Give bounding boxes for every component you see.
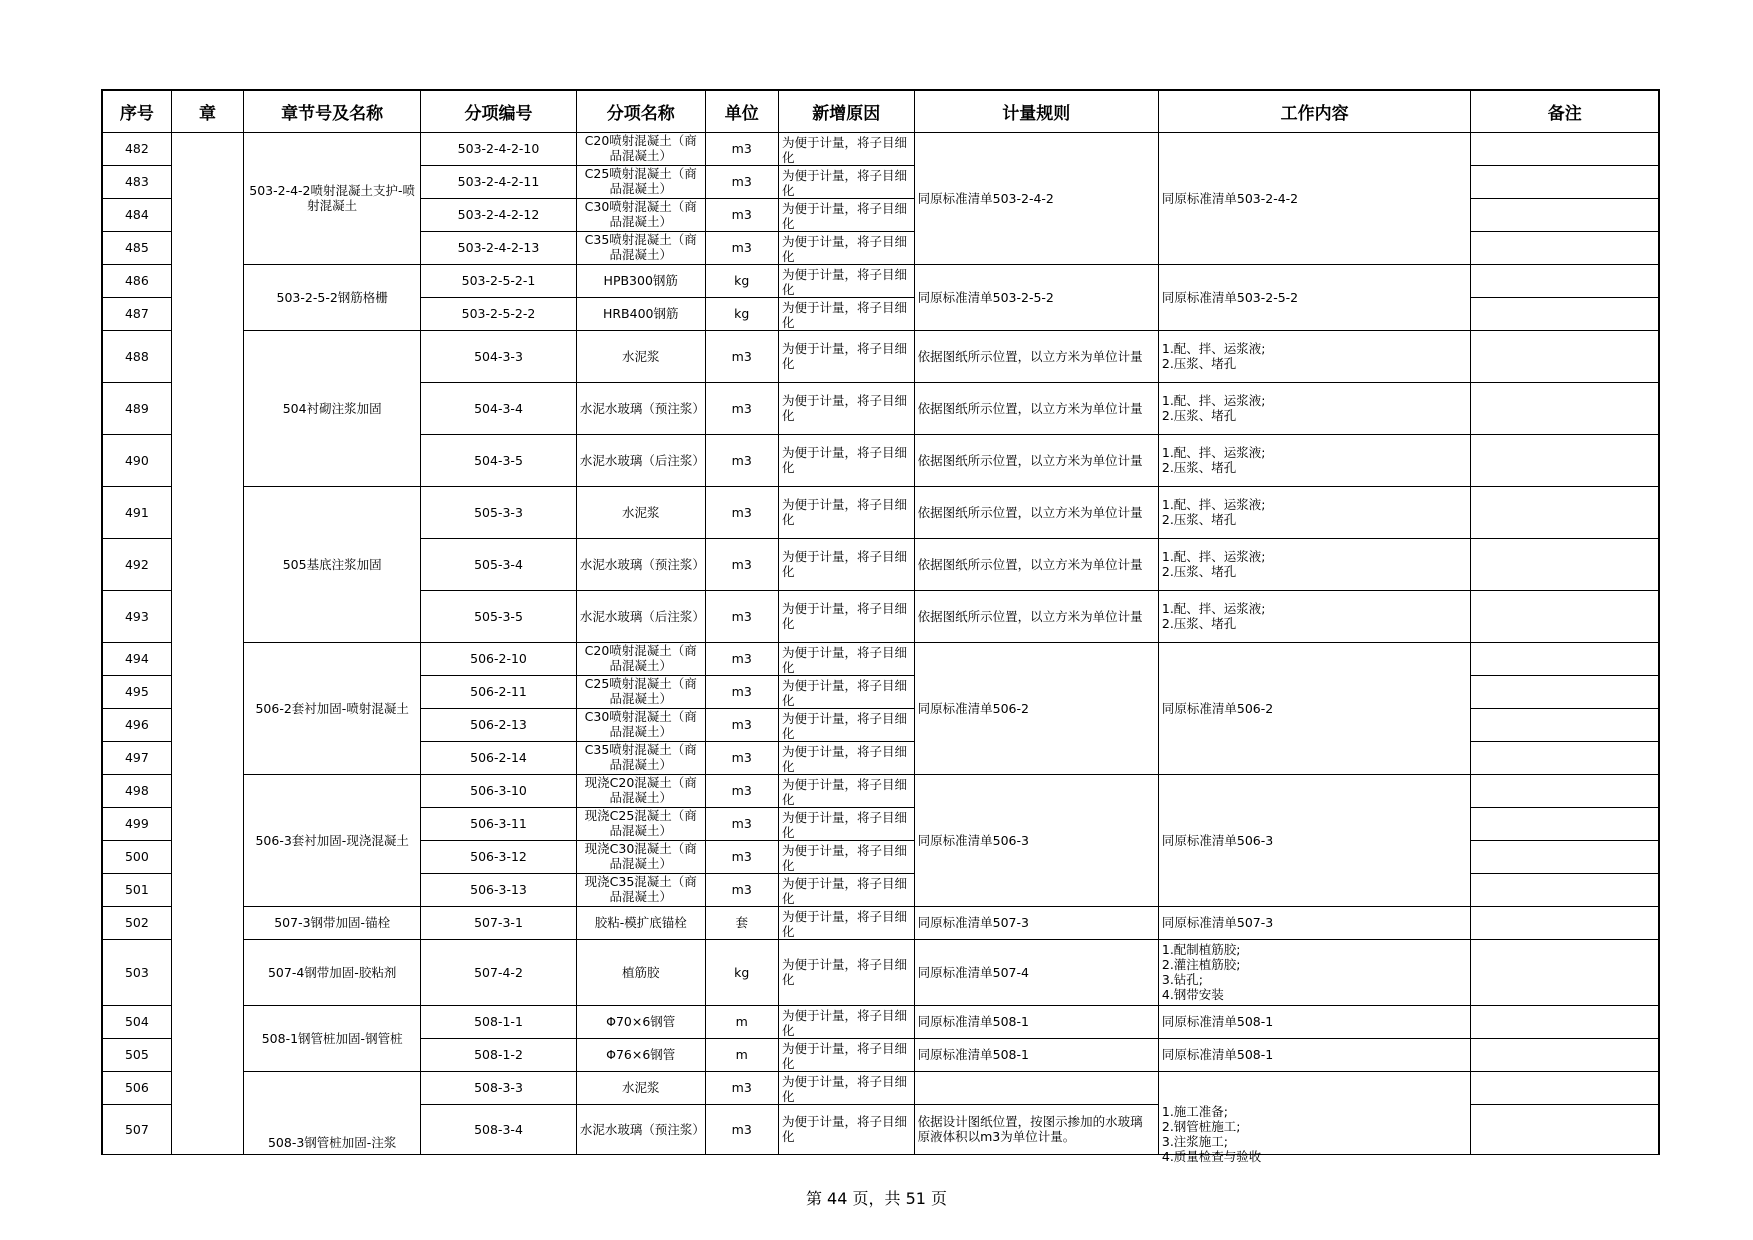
- seq-cell: 485: [102, 231, 171, 264]
- unit-cell: m3: [705, 708, 778, 741]
- item-code-cell: 508-1-1: [421, 1005, 577, 1038]
- item-code-cell: 506-3-10: [421, 774, 577, 807]
- seq-cell: 502: [102, 906, 171, 939]
- unit-cell: m3: [705, 330, 778, 382]
- item-name-text: C25喷射混凝土（商品混凝土）: [584, 165, 697, 196]
- note-cell: [1471, 741, 1659, 774]
- seq-cell: 486: [102, 264, 171, 297]
- reason-cell: 为便于计量，将子目细化: [778, 538, 914, 590]
- reason-cell: 为便于计量，将子目细化: [778, 132, 914, 165]
- rule-cell: 依据图纸所示位置，以立方米为单位计量: [914, 486, 1158, 538]
- rule-cell: 依据设计图纸位置，按图示掺加的水玻璃原液体积以m3为单位计量。: [914, 1104, 1158, 1154]
- unit-cell: m3: [705, 590, 778, 642]
- work-cell: 同原标准清单508-1: [1158, 1038, 1471, 1071]
- item-name-text: C30喷射混凝土（商品混凝土）: [584, 198, 697, 229]
- reason-cell: 为便于计量，将子目细化: [778, 330, 914, 382]
- item-name-text: 现浇C30混凝土（商品混凝土）: [584, 840, 697, 871]
- note-cell: [1471, 1071, 1659, 1104]
- item-name-cell: HRB400钢筋: [576, 297, 705, 330]
- section-cell: 506-3套衬加固-现浇混凝土: [244, 774, 421, 906]
- item-code-cell: 506-2-10: [421, 642, 577, 675]
- work-cell: 同原标准清单503-2-5-2: [1158, 264, 1471, 330]
- reason-cell: 为便于计量，将子目细化: [778, 939, 914, 1005]
- header-unit: 单位: [705, 90, 778, 132]
- item-name-text: C20喷射混凝土（商品混凝土）: [584, 132, 697, 163]
- item-code-cell: 506-2-11: [421, 675, 577, 708]
- seq-cell: 505: [102, 1038, 171, 1071]
- item-code-cell: 506-3-11: [421, 807, 577, 840]
- reason-cell: 为便于计量，将子目细化: [778, 807, 914, 840]
- work-cell: 同原标准清单503-2-4-2: [1158, 132, 1471, 264]
- item-code-cell: 503-2-4-2-12: [421, 198, 577, 231]
- work-cell: [1158, 939, 1471, 1005]
- item-code-cell: 503-2-4-2-13: [421, 231, 577, 264]
- seq-cell: 484: [102, 198, 171, 231]
- reason-cell: 为便于计量，将子目细化: [778, 741, 914, 774]
- table-row: [102, 774, 1659, 807]
- rule-cell: 同原标准清单506-3: [914, 774, 1158, 906]
- reason-cell: 为便于计量，将子目细化: [778, 1038, 914, 1071]
- seq-cell: 488: [102, 330, 171, 382]
- item-code-cell: 503-2-4-2-10: [421, 132, 577, 165]
- table-row: [102, 1005, 1659, 1038]
- seq-cell: 489: [102, 382, 171, 434]
- item-code-cell: 505-3-5: [421, 590, 577, 642]
- reason-cell: 为便于计量，将子目细化: [778, 297, 914, 330]
- table-row: [102, 330, 1659, 382]
- unit-cell: m3: [705, 1071, 778, 1104]
- seq-cell: 500: [102, 840, 171, 873]
- table-row: [102, 1071, 1659, 1104]
- seq-cell: 507: [102, 1104, 171, 1154]
- unit-cell: m3: [705, 675, 778, 708]
- table-row: [102, 939, 1659, 1005]
- reason-cell: 为便于计量，将子目细化: [778, 642, 914, 675]
- header-item-name: 分项名称: [576, 90, 705, 132]
- item-name-cell: [576, 774, 705, 807]
- unit-cell: kg: [705, 297, 778, 330]
- item-name-cell: 水泥水玻璃（后注浆）: [576, 590, 705, 642]
- item-name-cell: 植筋胶: [576, 939, 705, 1005]
- unit-cell: kg: [705, 264, 778, 297]
- rule-cell: 同原标准清单507-4: [914, 939, 1158, 1005]
- chapter-cell: [171, 132, 243, 1154]
- item-name-cell: [576, 132, 705, 165]
- section-cell: 506-2套衬加固-喷射混凝土: [244, 642, 421, 774]
- work-cell: 1.配、拌、运浆液; 2.压浆、堵孔: [1158, 434, 1471, 486]
- seq-cell: 497: [102, 741, 171, 774]
- note-cell: [1471, 873, 1659, 906]
- rule-cell: 同原标准清单503-2-4-2: [914, 132, 1158, 264]
- note-cell: [1471, 165, 1659, 198]
- item-name-text: 现浇C25混凝土（商品混凝土）: [584, 807, 697, 838]
- page-footer: 第 44 页，共 51 页: [805, 1189, 948, 1208]
- item-name-cell: [576, 708, 705, 741]
- reason-cell: 为便于计量，将子目细化: [778, 840, 914, 873]
- note-cell: [1471, 708, 1659, 741]
- item-name-cell: [576, 165, 705, 198]
- section-cell: 503-2-5-2钢筋格栅: [244, 264, 421, 330]
- item-code-cell: 507-3-1: [421, 906, 577, 939]
- reason-cell: 为便于计量，将子目细化: [778, 774, 914, 807]
- reason-cell: 为便于计量，将子目细化: [778, 486, 914, 538]
- item-code-cell: 504-3-4: [421, 382, 577, 434]
- unit-cell: m: [705, 1005, 778, 1038]
- work-cell: 1.配、拌、运浆液; 2.压浆、堵孔: [1158, 330, 1471, 382]
- item-name-cell: 水泥浆: [576, 1071, 705, 1104]
- item-code-cell: 505-3-4: [421, 538, 577, 590]
- reason-cell: 为便于计量，将子目细化: [778, 264, 914, 297]
- unit-cell: m3: [705, 132, 778, 165]
- item-name-text: 现浇C35混凝土（商品混凝土）: [584, 873, 697, 904]
- item-name-cell: [576, 807, 705, 840]
- section-cell: 504衬砌注浆加固: [244, 330, 421, 486]
- item-code-cell: 506-2-14: [421, 741, 577, 774]
- note-cell: [1471, 1005, 1659, 1038]
- item-name-cell: [576, 231, 705, 264]
- section-cell: 507-4钢带加固-胶粘剂: [244, 939, 421, 1005]
- unit-cell: m3: [705, 165, 778, 198]
- work-text: 1.配制植筋胶; 2.灌注植筋胶; 3.钻孔; 4.钢带安装: [1161, 941, 1241, 1002]
- reason-cell: 为便于计量，将子目细化: [778, 873, 914, 906]
- note-cell: [1471, 774, 1659, 807]
- item-name-text: C30喷射混凝土（商品混凝土）: [584, 708, 697, 739]
- seq-cell: 495: [102, 675, 171, 708]
- work-cell: 同原标准清单506-3: [1158, 774, 1471, 906]
- seq-cell: 482: [102, 132, 171, 165]
- unit-cell: m3: [705, 231, 778, 264]
- reason-cell: 为便于计量，将子目细化: [778, 1005, 914, 1038]
- seq-cell: 483: [102, 165, 171, 198]
- header-chapter: 章: [171, 90, 243, 132]
- seq-cell: 492: [102, 538, 171, 590]
- work-cell: 同原标准清单506-2: [1158, 642, 1471, 774]
- item-code-cell: 504-3-3: [421, 330, 577, 382]
- reason-cell: 为便于计量，将子目细化: [778, 1104, 914, 1154]
- item-name-cell: [576, 642, 705, 675]
- rule-cell: [914, 1071, 1158, 1104]
- unit-cell: m3: [705, 741, 778, 774]
- item-name-text: C25喷射混凝土（商品混凝土）: [584, 675, 697, 706]
- unit-cell: m3: [705, 873, 778, 906]
- header-reason: 新增原因: [778, 90, 914, 132]
- seq-cell: 491: [102, 486, 171, 538]
- item-name-cell: 水泥水玻璃（后注浆）: [576, 434, 705, 486]
- note-cell: [1471, 486, 1659, 538]
- item-name-cell: Φ70×6钢管: [576, 1005, 705, 1038]
- item-name-cell: HPB300钢筋: [576, 264, 705, 297]
- note-cell: [1471, 434, 1659, 486]
- work-cell: 1.配、拌、运浆液; 2.压浆、堵孔: [1158, 590, 1471, 642]
- rule-cell: 依据图纸所示位置，以立方米为单位计量: [914, 382, 1158, 434]
- header-work: 工作内容: [1158, 90, 1471, 132]
- item-name-cell: 水泥浆: [576, 486, 705, 538]
- rule-cell: 同原标准清单503-2-5-2: [914, 264, 1158, 330]
- item-code-cell: 503-2-4-2-11: [421, 165, 577, 198]
- rule-cell: 依据图纸所示位置，以立方米为单位计量: [914, 330, 1158, 382]
- seq-cell: 506: [102, 1071, 171, 1104]
- header-row: [102, 90, 1659, 132]
- unit-cell: m: [705, 1038, 778, 1071]
- work-cell: 同原标准清单507-3: [1158, 906, 1471, 939]
- note-cell: [1471, 330, 1659, 382]
- note-cell: [1471, 538, 1659, 590]
- item-code-cell: 503-2-5-2-1: [421, 264, 577, 297]
- item-name-cell: [576, 840, 705, 873]
- seq-cell: 494: [102, 642, 171, 675]
- item-name-cell: 水泥浆: [576, 330, 705, 382]
- unit-cell: 套: [705, 906, 778, 939]
- note-cell: [1471, 1038, 1659, 1071]
- work-cell: 1.配、拌、运浆液; 2.压浆、堵孔: [1158, 538, 1471, 590]
- seq-cell: 490: [102, 434, 171, 486]
- seq-cell: 487: [102, 297, 171, 330]
- item-code-cell: 506-2-13: [421, 708, 577, 741]
- item-name-text: C35喷射混凝土（商品混凝土）: [584, 231, 697, 262]
- reason-cell: 为便于计量，将子目细化: [778, 906, 914, 939]
- section-cell: 503-2-4-2喷射混凝土支护-喷射混凝土: [244, 132, 421, 264]
- header-note: 备注: [1471, 90, 1659, 132]
- unit-cell: m3: [705, 642, 778, 675]
- rule-cell: 同原标准清单506-2: [914, 642, 1158, 774]
- unit-cell: m3: [705, 538, 778, 590]
- seq-cell: 496: [102, 708, 171, 741]
- note-cell: [1471, 906, 1659, 939]
- unit-cell: m3: [705, 382, 778, 434]
- section-cell: 508-1钢管桩加固-钢管桩: [244, 1005, 421, 1071]
- item-name-cell: 水泥水玻璃（预注浆）: [576, 538, 705, 590]
- note-cell: [1471, 642, 1659, 675]
- note-cell: [1471, 231, 1659, 264]
- seq-cell: 498: [102, 774, 171, 807]
- reason-cell: 为便于计量，将子目细化: [778, 382, 914, 434]
- header-rule: 计量规则: [914, 90, 1158, 132]
- section-cell: 505基底注浆加固: [244, 486, 421, 642]
- unit-cell: m3: [705, 774, 778, 807]
- note-cell: [1471, 264, 1659, 297]
- rule-cell: 同原标准清单508-1: [914, 1005, 1158, 1038]
- work-text: 1.施工准备; 2.钢管桩施工; 3.注浆施工; 4.质量检查与验收: [1161, 1103, 1262, 1164]
- rule-cell: 依据图纸所示位置，以立方米为单位计量: [914, 590, 1158, 642]
- reason-cell: 为便于计量，将子目细化: [778, 708, 914, 741]
- section-cell: 508-3钢管桩加固-注浆: [244, 1071, 421, 1154]
- reason-cell: 为便于计量，将子目细化: [778, 590, 914, 642]
- item-code-cell: 508-3-3: [421, 1071, 577, 1104]
- note-cell: [1471, 939, 1659, 1005]
- rule-cell: 同原标准清单508-1: [914, 1038, 1158, 1071]
- note-cell: [1471, 198, 1659, 231]
- work-cell: 同原标准清单508-1: [1158, 1005, 1471, 1038]
- item-code-cell: 507-4-2: [421, 939, 577, 1005]
- item-name-cell: [576, 873, 705, 906]
- reason-cell: 为便于计量，将子目细化: [778, 165, 914, 198]
- table-row: [102, 132, 1659, 165]
- note-cell: [1471, 840, 1659, 873]
- seq-cell: 504: [102, 1005, 171, 1038]
- unit-cell: m3: [705, 434, 778, 486]
- seq-cell: 501: [102, 873, 171, 906]
- item-code-cell: 505-3-3: [421, 486, 577, 538]
- item-name-cell: [576, 198, 705, 231]
- rule-cell: 同原标准清单507-3: [914, 906, 1158, 939]
- item-name-cell: 胶粘-模扩底锚栓: [576, 906, 705, 939]
- rule-cell: 依据图纸所示位置，以立方米为单位计量: [914, 434, 1158, 486]
- reason-cell: 为便于计量，将子目细化: [778, 231, 914, 264]
- table-row: [102, 486, 1659, 538]
- item-code-cell: 508-3-4: [421, 1104, 577, 1154]
- note-cell: [1471, 297, 1659, 330]
- table-row: [102, 264, 1659, 297]
- item-code-cell: 506-3-12: [421, 840, 577, 873]
- work-cell: [1158, 1071, 1471, 1164]
- item-name-text: C20喷射混凝土（商品混凝土）: [584, 642, 697, 673]
- item-code-cell: 503-2-5-2-2: [421, 297, 577, 330]
- section-cell: 507-3钢带加固-锚栓: [244, 906, 421, 939]
- item-code-cell: 506-3-13: [421, 873, 577, 906]
- table-row: [102, 642, 1659, 675]
- header-item-code: 分项编号: [421, 90, 577, 132]
- note-cell: [1471, 590, 1659, 642]
- item-code-cell: 504-3-5: [421, 434, 577, 486]
- seq-cell: 503: [102, 939, 171, 1005]
- reason-cell: 为便于计量，将子目细化: [778, 1071, 914, 1104]
- bill-table: [101, 89, 1660, 1164]
- unit-cell: m3: [705, 807, 778, 840]
- item-code-cell: 508-1-2: [421, 1038, 577, 1071]
- item-name-cell: [576, 741, 705, 774]
- note-cell: [1471, 1104, 1659, 1154]
- unit-cell: m3: [705, 840, 778, 873]
- rule-cell: 依据图纸所示位置，以立方米为单位计量: [914, 538, 1158, 590]
- item-name-text: 现浇C20混凝土（商品混凝土）: [584, 774, 697, 805]
- unit-cell: kg: [705, 939, 778, 1005]
- table-row: [102, 906, 1659, 939]
- work-cell: 1.配、拌、运浆液; 2.压浆、堵孔: [1158, 486, 1471, 538]
- item-name-cell: Φ76×6钢管: [576, 1038, 705, 1071]
- unit-cell: m3: [705, 486, 778, 538]
- seq-cell: 499: [102, 807, 171, 840]
- reason-cell: 为便于计量，将子目细化: [778, 198, 914, 231]
- header-seq: 序号: [102, 90, 171, 132]
- unit-cell: m3: [705, 198, 778, 231]
- note-cell: [1471, 382, 1659, 434]
- note-cell: [1471, 675, 1659, 708]
- item-name-cell: 水泥水玻璃（预注浆）: [576, 1104, 705, 1154]
- note-cell: [1471, 807, 1659, 840]
- note-cell: [1471, 132, 1659, 165]
- unit-cell: m3: [705, 1104, 778, 1154]
- header-section: 章节号及名称: [244, 90, 421, 132]
- item-name-text: C35喷射混凝土（商品混凝土）: [584, 741, 697, 772]
- reason-cell: 为便于计量，将子目细化: [778, 675, 914, 708]
- work-cell: 1.配、拌、运浆液; 2.压浆、堵孔: [1158, 382, 1471, 434]
- reason-cell: 为便于计量，将子目细化: [778, 434, 914, 486]
- seq-cell: 493: [102, 590, 171, 642]
- item-name-cell: [576, 675, 705, 708]
- item-name-cell: 水泥水玻璃（预注浆）: [576, 382, 705, 434]
